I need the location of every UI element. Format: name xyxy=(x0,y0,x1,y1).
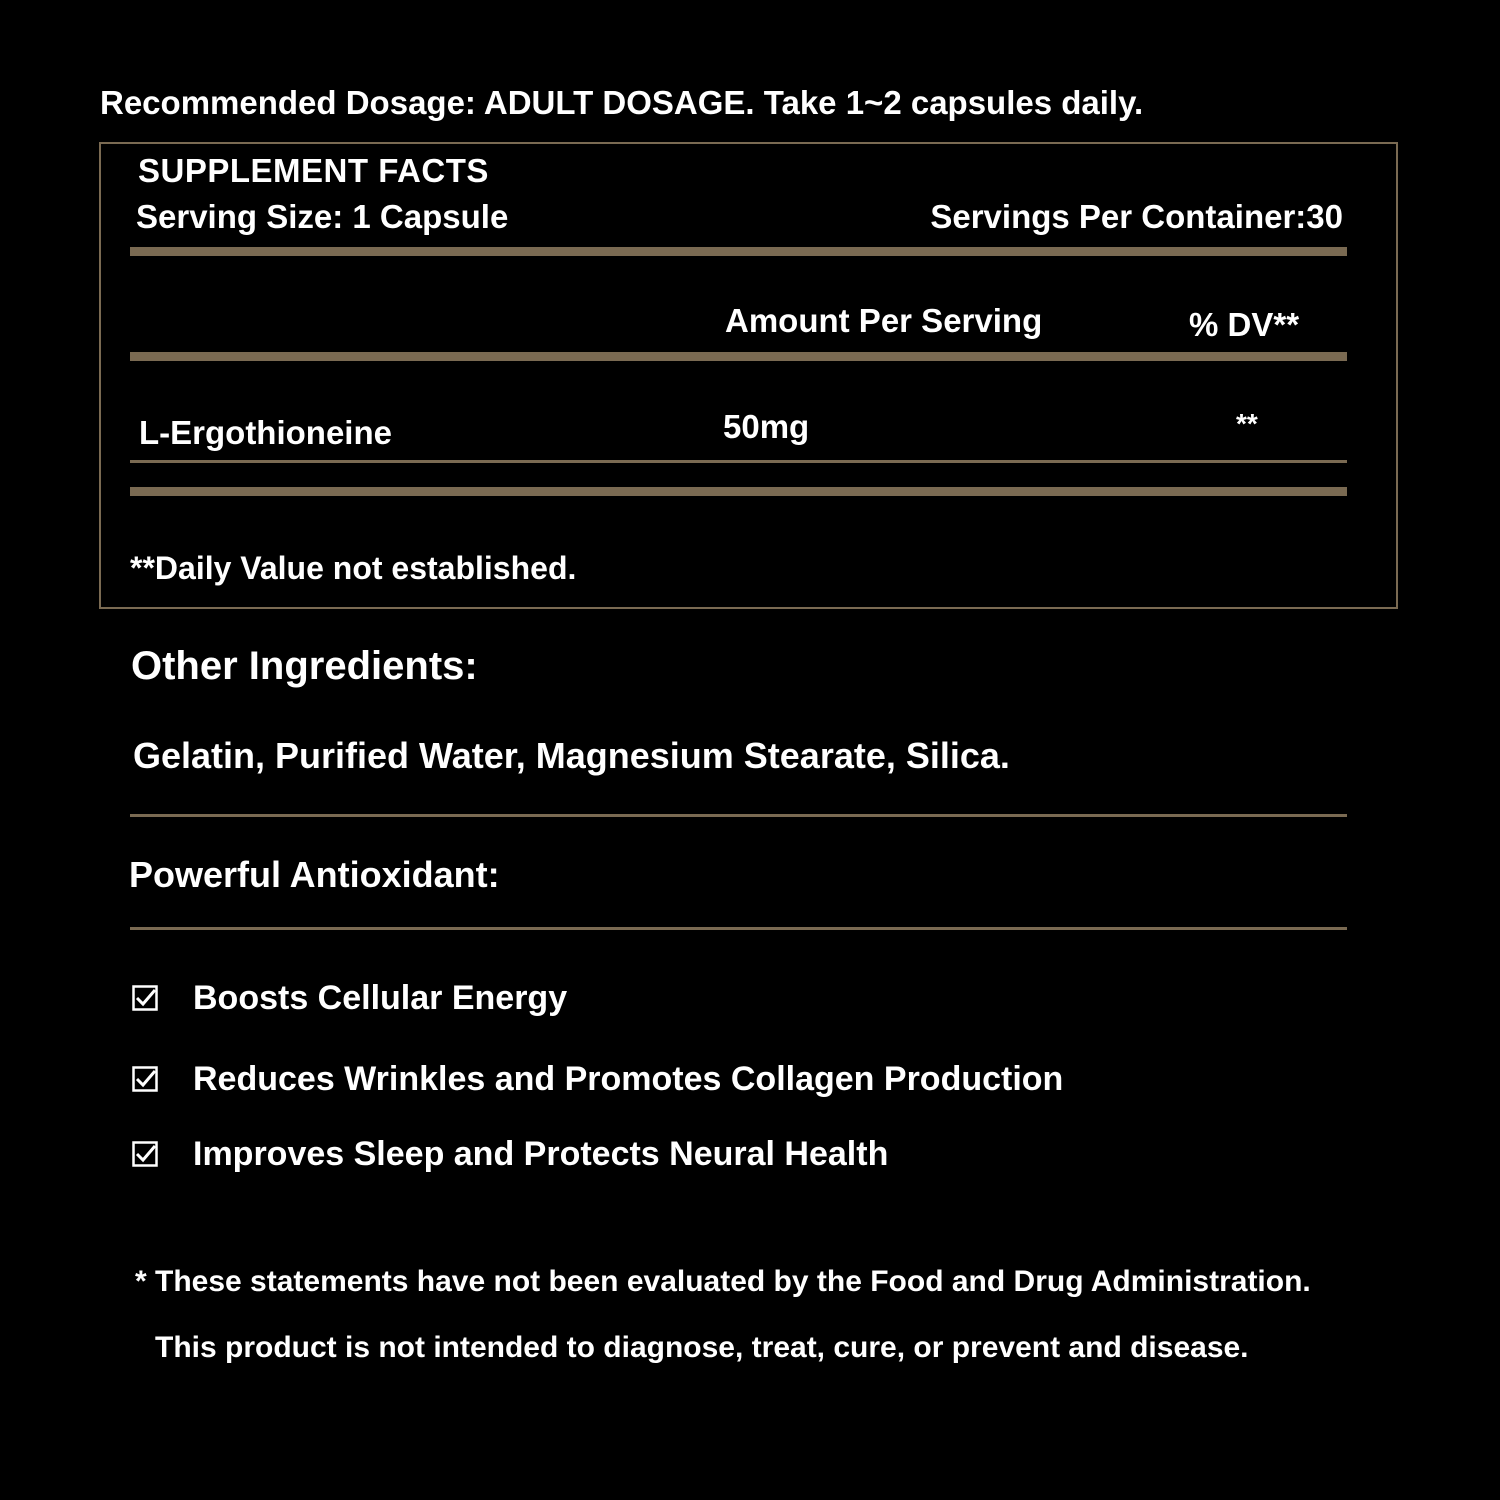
header-daily-value: % DV** xyxy=(1189,306,1300,343)
checkbox-checked-icon xyxy=(132,1066,158,1092)
benefit-label: Reduces Wrinkles and Promotes Collagen Production xyxy=(193,1060,1064,1098)
daily-value-note: **Daily Value not established. xyxy=(130,550,577,586)
benefit-label: Improves Sleep and Protects Neural Health xyxy=(193,1135,889,1173)
fda-disclaimer-line-1: * These statements have not been evaluated by the Food and Drug Administration. xyxy=(135,1265,1311,1298)
header-amount-per-serving: Amount Per Serving xyxy=(725,302,1043,339)
divider-thin xyxy=(130,927,1347,930)
divider-thin xyxy=(130,460,1347,463)
antioxidant-title: Powerful Antioxidant: xyxy=(129,854,500,895)
ingredient-daily-value: ** xyxy=(1236,408,1258,439)
divider-thin xyxy=(130,814,1347,817)
benefit-label: Boosts Cellular Energy xyxy=(193,979,568,1017)
other-ingredients-title: Other Ingredients: xyxy=(131,644,478,688)
fda-disclaimer-line-2: This product is not intended to diagnose, treat, cure, or prevent and disease. xyxy=(155,1331,1249,1364)
servings-per-container: Servings Per Container:30 xyxy=(930,198,1343,235)
checkbox-checked-icon xyxy=(132,985,158,1011)
divider-thick xyxy=(130,487,1347,496)
ingredient-amount: 50mg xyxy=(723,408,810,445)
serving-size: Serving Size: 1 Capsule xyxy=(136,198,509,235)
recommended-dosage: Recommended Dosage: ADULT DOSAGE. Take 1~2 capsules daily. xyxy=(100,84,1144,121)
divider-thick xyxy=(130,352,1347,361)
ingredient-name: L-Ergothioneine xyxy=(139,414,392,451)
divider-thick xyxy=(130,247,1347,256)
other-ingredients-list: Gelatin, Purified Water, Magnesium Stearate, Silica. xyxy=(133,735,1010,776)
supplement-facts-title: SUPPLEMENT FACTS xyxy=(138,152,489,189)
checkbox-checked-icon xyxy=(132,1141,158,1167)
